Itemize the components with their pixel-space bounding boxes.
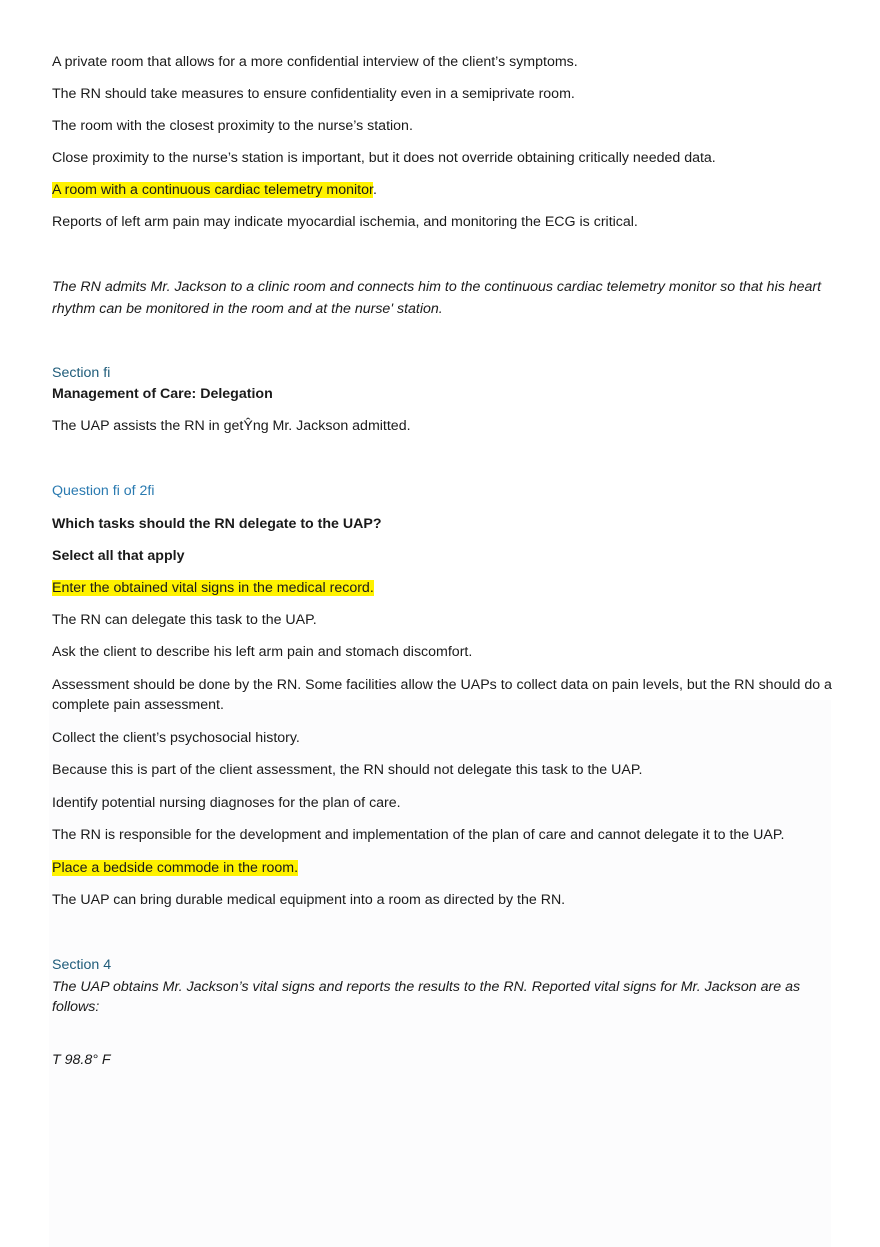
highlight-correct-answer: A room with a continuous cardiac telemetry monitor [52, 182, 373, 198]
rationale-nursing-diagnoses: The RN is responsible for the development and implementation of the plan of care and cannot delegate it to the UAP. [52, 827, 785, 843]
question-instruction: Select all that apply [52, 548, 185, 564]
admission-narrative: The RN admits Mr. Jackson to a clinic room and connects him to the continuous cardiac telemetry monitor so that his heart rhythm can be monitored in the room and at the nurse' station. [52, 279, 822, 317]
rationale-enter-vitals: The RN can delegate this task to the UAP. [52, 612, 317, 628]
option-enter-vitals [52, 578, 832, 598]
section-heading: Section ﬁ [52, 365, 111, 381]
option-telemetry-room [52, 180, 832, 200]
section-heading: Section 4 [52, 957, 112, 973]
question-stem: Which tasks should the RN delegate to the UAP? [52, 516, 382, 532]
option-closest-room: The room with the closest proximity to the nurse’s station. [52, 118, 413, 134]
rationale-ask-pain: Assessment should be done by the RN. Some facilities allow the UAPs to collect data on pain levels, but the RN should do a complete pain assessment. [52, 677, 832, 713]
vitals-narrative: The UAP obtains Mr. Jackson’s vital signs and reports the results to the RN. Reported vital signs for Mr. Jackson are as follows: [52, 979, 801, 1015]
rationale-closest-room: Close proximity to the nurse’s station is important, but it does not override obtaining critically needed data. [52, 150, 716, 166]
option-psychosocial: Collect the client’s psychosocial history. [52, 730, 300, 746]
section-category: Management of Care: Delegation [52, 386, 273, 402]
rationale-private-room: The RN should take measures to ensure confidentiality even in a semiprivate room. [52, 86, 575, 102]
highlight-correct-answer: Place a bedside commode in the room. [52, 860, 299, 876]
rationale-psychosocial: Because this is part of the client assessment, the RN should not delegate this task to the UAP. [52, 762, 643, 778]
option-ask-pain: Ask the client to describe his left arm pain and stomach discomfort. [52, 644, 473, 660]
document-content [52, 52, 832, 1070]
option-nursing-diagnoses: Identify potential nursing diagnoses for the plan of care. [52, 795, 401, 811]
rationale-telemetry-room: Reports of left arm pain may indicate myocardial ischemia, and monitoring the ECG is critical. [52, 214, 638, 230]
option-private-room: A private room that allows for a more confidential interview of the client’s symptoms. [52, 54, 578, 70]
option-bedside-commode [52, 858, 832, 878]
question-number: Question ﬁ of 2ﬁ [52, 483, 155, 499]
section-intro: The UAP assists the RN in getŶng Mr. Jackson admitted. [52, 418, 411, 434]
rationale-bedside-commode: The UAP can bring durable medical equipment into a room as directed by the RN. [52, 892, 566, 908]
highlight-correct-answer: Enter the obtained vital signs in the medical record. [52, 580, 374, 596]
vital-temperature: T 98.8° F [52, 1052, 111, 1068]
option-suffix: . [372, 182, 377, 198]
